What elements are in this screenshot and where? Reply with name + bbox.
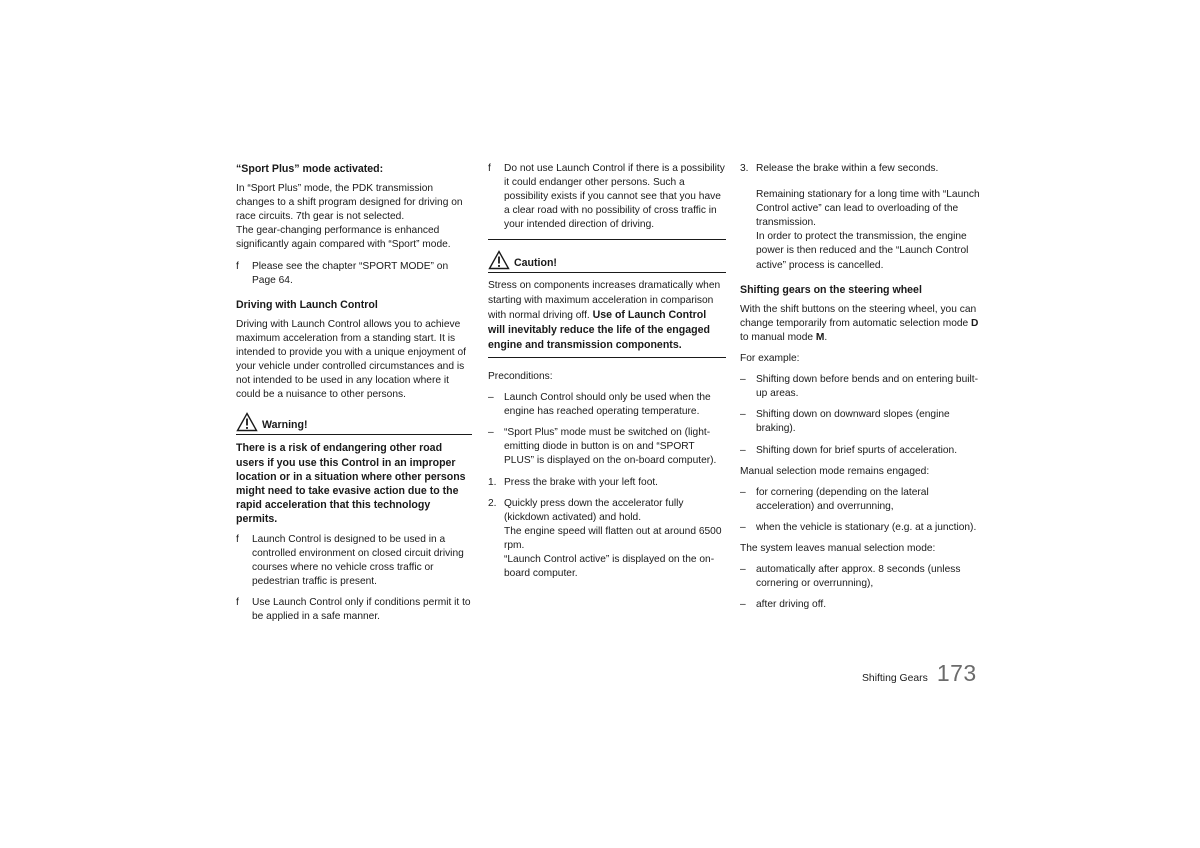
preconditions-label: Preconditions: (488, 370, 553, 382)
see-chapter-text: Please see the chapter “SPORT MODE” on Page 64. (252, 260, 449, 286)
manual-remains-label: Manual selection mode remains engaged: (740, 465, 930, 477)
caution-text-bold: Use of Launch Control will inevitably reduce the life of the engaged engine and transmission components. (488, 308, 710, 351)
caution-header (488, 250, 726, 273)
warning-header (236, 412, 472, 435)
step-number: 2. (488, 497, 497, 509)
dash-marker: – (488, 392, 494, 404)
page-footer (862, 660, 977, 687)
shift-text: . (824, 331, 828, 343)
leaves-label: The system leaves manual selection mode: (740, 542, 936, 554)
column-left (236, 162, 472, 632)
list-item (488, 426, 726, 468)
bullet-marker: f (236, 533, 239, 545)
precondition-text: Launch Control should only be used when the engine has reached operating temperature. (504, 392, 711, 418)
step-subtext: “Launch Control active” is displayed on the on-board computer. (504, 553, 715, 580)
precondition-text: “Sport Plus” mode must be switched on (light-emitting diode in button is on and “SPORT PLUS” is displayed on the on-board computer). (504, 427, 717, 467)
step-text: Quickly press down the accelerator fully (kickdown activated) and hold. (504, 497, 684, 523)
warning-text: There is a risk of endangering other road users if you use this Control in an improper location or in a situation where other persons might need to take evasive action due to the rapid acceleration that this technology permits. (236, 442, 466, 525)
example-text: Shifting down before bends and on entering built-up areas. (756, 374, 979, 400)
warning-label: Warning! (262, 419, 308, 432)
dash-marker: – (740, 444, 746, 456)
list-item (740, 563, 980, 591)
shift-text: With the shift buttons on the steering wheel, you can change temporarily from automatic selection mode (740, 303, 977, 329)
shift-text: to manual mode (740, 331, 816, 343)
list-item-text: Launch Control is designed to be used in a controlled environment on closed circuit driving courses where no vehicle cross traffic or pedestrian traffic is present. (252, 533, 464, 588)
dash-marker: – (740, 521, 746, 533)
dash-marker: – (740, 564, 746, 576)
leaves-text: after driving off. (756, 599, 827, 611)
column-middle (488, 162, 726, 588)
dash-marker: – (740, 374, 746, 386)
sport-plus-paragraph: In “Sport Plus” mode, the PDK transmission changes to a shift program designed for driving on race circuits. 7th gear is not selected. (236, 183, 463, 223)
remains-text: for cornering (depending on the lateral acceleration) and overrunning, (756, 486, 929, 512)
caution-label: Caution! (514, 257, 557, 270)
example-text: Shifting down on downward slopes (engine braking). (756, 409, 950, 435)
launch-control-heading: Driving with Launch Control (236, 298, 378, 311)
list-item (236, 260, 472, 288)
divider (488, 239, 726, 240)
section-title: Shifting Gears (862, 673, 928, 684)
mode-m: M (815, 331, 825, 343)
dash-marker: – (740, 486, 746, 498)
list-item (740, 444, 980, 458)
list-item (740, 521, 980, 535)
step-number: 3. (740, 163, 749, 174)
caution-text (488, 279, 726, 352)
list-item (740, 486, 980, 514)
list-item (236, 596, 472, 624)
for-example-label: For example: (740, 353, 800, 365)
leaves-text: automatically after approx. 8 seconds (unless cornering or overrunning), (756, 564, 961, 590)
dash-marker: – (488, 427, 494, 439)
bullet-marker: f (236, 260, 239, 272)
step-note: Remaining stationary for a long time with “Launch Control active” can lead to overloading of the transmission. (756, 189, 980, 229)
list-item (740, 598, 980, 612)
warning-triangle-icon (488, 250, 510, 270)
sport-plus-heading: “Sport Plus” mode activated: (236, 163, 384, 175)
step-item (488, 476, 726, 490)
list-item (488, 162, 726, 232)
page-number: 173 (936, 660, 977, 686)
step-item (740, 162, 980, 176)
bullet-marker: f (488, 163, 491, 174)
step-note: In order to protect the transmission, the engine power is then reduced and the “Launch Control active” process is cancelled. (756, 231, 969, 271)
caution-text-normal: Stress on components increases dramatically when starting with maximum acceleration in comparison with normal driving off. (488, 280, 721, 321)
step-item (488, 497, 726, 582)
shift-heading: Shifting gears on the steering wheel (740, 283, 922, 296)
launch-control-paragraph: Driving with Launch Control allows you to achieve maximum acceleration from a standing start. It is intended to provide you with a unique enjoyment of your vehicle under controlled circumstances and is not intended to be used in any location where it could be a nuisance to other persons. (236, 318, 466, 401)
step-number: 1. (488, 476, 497, 488)
example-text: Shifting down for brief spurts of acceleration. (756, 444, 958, 456)
remains-text: when the vehicle is stationary (e.g. at a junction). (756, 521, 977, 533)
list-item (488, 391, 726, 419)
danger-item-text: Do not use Launch Control if there is a possibility it could endanger other persons. Such a possibility exists if you cannot see that you have a clear road with no possibility of cross traffic in your intended direction of driving. (504, 163, 725, 231)
step-text: Press the brake with your left foot. (504, 476, 659, 488)
sport-plus-paragraph-2: The gear-changing performance is enhanced significantly again compared with “Sport” mode. (236, 225, 451, 251)
list-item-text: Use Launch Control only if conditions permit it to be applied in a safe manner. (252, 597, 471, 623)
mode-d: D (971, 317, 979, 329)
step-text: Release the brake within a few seconds. (756, 163, 939, 174)
list-item (740, 373, 980, 401)
warning-triangle-icon (236, 412, 258, 432)
column-right (740, 162, 980, 619)
shift-paragraph (740, 303, 980, 345)
dash-marker: – (740, 409, 746, 421)
list-item (236, 533, 472, 589)
bullet-marker: f (236, 597, 239, 609)
list-item (740, 408, 980, 436)
dash-marker: – (740, 599, 746, 611)
step-subtext: The engine speed will flatten out at around 6500 rpm. (504, 525, 722, 551)
